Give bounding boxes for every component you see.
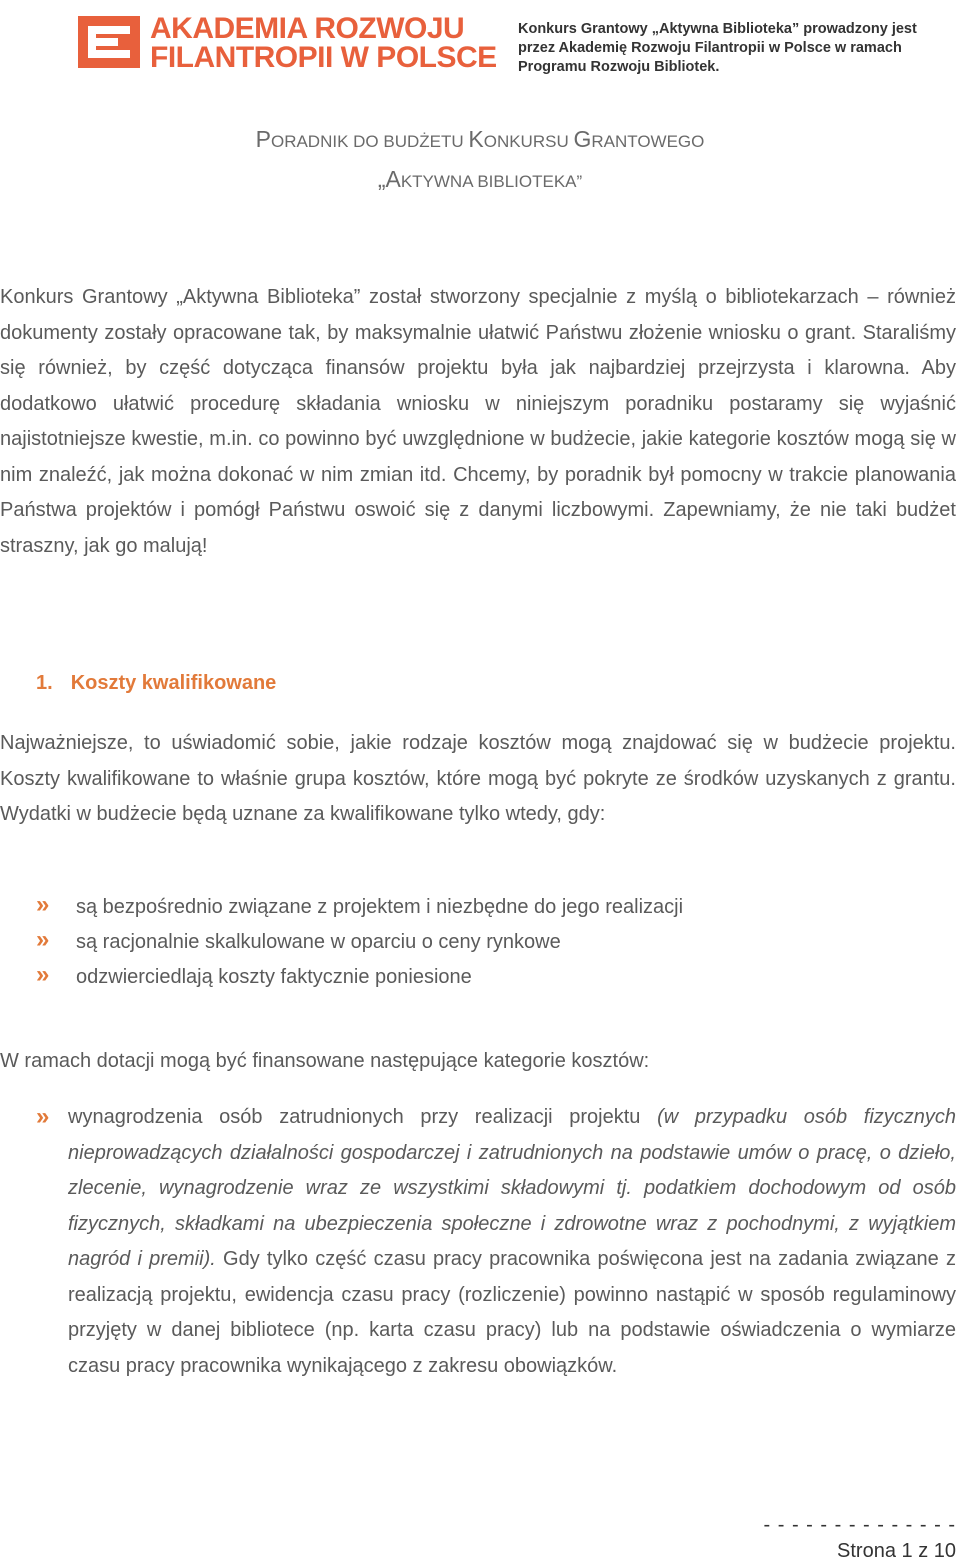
section-number: 1.	[36, 672, 53, 694]
list-item: » odzwierciedlają koszty faktycznie poniesione	[36, 961, 472, 988]
double-chevron-icon: »	[36, 891, 50, 918]
category-text: wynagrodzenia osób zatrudnionych przy realizacji projektu (w przypadku osób fizycznych nieprowadzących działalności gospodarczej i zatrudnionych na podstawie umów o pracę, o dzieło, zlecenie, wynagrodzenie wraz ze wszystkimi składowymi tj. podatkiem dochodowym od osób fizycznych, składkami na ubezpieczenia społeczne i zdrowotne wraz z pochodnymi, z wyjątkiem nagród i premii). Gdy tylko część czasu pracy pracownika poświęcona jest na zadania związane z realizacją projektu, ewidencja czasu pracy (rozliczenie) powinno nastąpić w sposób regulaminowy przyjęty w danej bibliotece (np. karta czasu pracy) lub na podstawie oświadczenia o wymiarze czasu pracy pracownika wynikającego z zakresu obowiązków.	[68, 1106, 957, 1377]
criteria-list	[36, 890, 683, 995]
double-chevron-icon: »	[36, 961, 50, 988]
logo-icon	[78, 16, 140, 68]
logo-text	[150, 14, 497, 72]
double-chevron-icon: »	[36, 926, 50, 953]
footer-rule: - - - - - - - - - - - - - -	[763, 1514, 956, 1536]
header-note	[518, 20, 948, 77]
categories-intro: W ramach dotacji mogą być finansowane następujące kategorie kosztów:	[0, 1050, 650, 1072]
header	[0, 0, 960, 90]
header-note-line-1: Konkurs Grantowy „Aktywna Biblioteka” prowadzony jest	[518, 21, 917, 37]
intro-paragraph: Konkurs Grantowy „Aktywna Biblioteka” został stworzony specjalnie z myślą o bibliotekarzach – również dokumenty zostały opracowane tak, by maksymalnie ułatwić Państwu złożenie wniosku o grant. Staraliśmy się również, by część dotycząca finansów projektu była jak najbardziej przejrzysta i klarowna. Aby dodatkowo ułatwić procedurę składania wniosku w niniejszym poradniku postaramy się wyjaśnić najistotniejsze kwestie, m.in. co powinno być uwzględnione w budżecie, jakie kategorie kosztów mogą się w nim znaleźć, jak można dokonać w nim zmian itd. Chcemy, by poradnik był pomocny w trakcie planowania Państwa projektów i pomógł Państwu oswoić się z danymi liczbowymi. Zapewniamy, że nie taki budżet straszny, jak go malują!	[0, 286, 956, 557]
logo-line-1: AKADEMIA ROZWOJU	[150, 12, 465, 45]
header-note-line-3: Programu Rozwoju Bibliotek.	[518, 59, 720, 75]
page-number: Strona 1 z 10	[837, 1540, 956, 1562]
document-title-line-1: PORADNIK DO BUDŻETU KONKURSU GRANTOWEGO	[255, 126, 705, 152]
section-title: Koszty kwalifikowane	[70, 672, 277, 694]
document-title-line-2: „AKTYWNA BIBLIOTEKA”	[377, 166, 583, 192]
double-chevron-icon: »	[36, 1103, 50, 1130]
category-item	[36, 1100, 956, 1384]
section-heading	[36, 672, 276, 695]
list-item: » są bezpośrednio związane z projektem i niezbędne do jego realizacji	[36, 891, 684, 918]
header-note-line-2: przez Akademię Rozwoju Filantropii w Polsce w ramach	[518, 40, 902, 56]
list-item: » są racjonalnie skalkulowane w oparciu o ceny rynkowe	[36, 926, 561, 953]
logo-line-2: FILANTROPII W POLSCE	[150, 41, 497, 74]
section-paragraph: Najważniejsze, to uświadomić sobie, jakie rodzaje kosztów mogą znajdować się w budżecie projektu. Koszty kwalifikowane to właśnie grupa kosztów, które mogą być pokryte ze środków uzyskanych z grantu. Wydatki w budżecie będą uznane za kwalifikowane tylko wtedy, gdy:	[0, 732, 956, 825]
